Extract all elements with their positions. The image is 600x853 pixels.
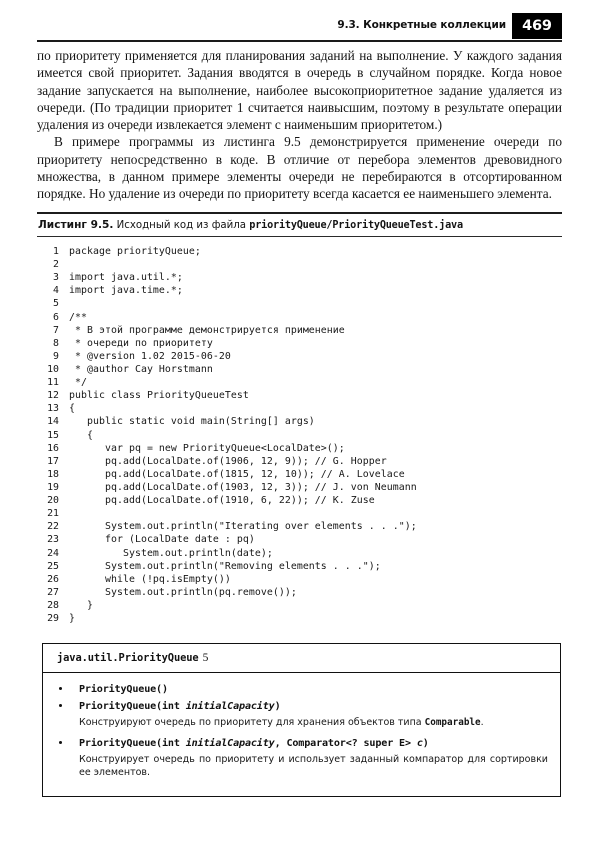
code-line	[37, 573, 562, 586]
code-line	[37, 586, 562, 599]
code-line-number: 1	[53, 246, 59, 257]
api-entry	[57, 699, 548, 730]
code-line-number: 15	[47, 429, 59, 441]
code-line-number: 21	[47, 508, 59, 520]
code-line-number: 13	[47, 403, 59, 415]
code-line-number: 22	[47, 521, 59, 533]
api-signature-part: )	[422, 737, 429, 749]
api-signature-part: , Comparator<? super E>	[274, 737, 417, 749]
code-line-source: package priorityQueue;	[69, 246, 201, 257]
api-signature-part: PriorityQueue(int	[79, 737, 186, 749]
code-line-source: {	[69, 429, 93, 441]
listing-caption-text: Исходный код из файла	[116, 219, 247, 231]
api-signature	[79, 699, 548, 714]
code-line-source: pq.add(LocalDate.of(1910, 6, 22)); // K. Zuse	[69, 495, 375, 507]
code-line-number: 6	[53, 311, 59, 323]
api-signature	[79, 736, 548, 751]
code-line-source: /**	[69, 311, 87, 323]
code-line-number: 26	[47, 573, 59, 585]
code-line	[37, 271, 562, 284]
code-line	[37, 599, 562, 612]
code-line	[37, 350, 562, 363]
code-line	[37, 324, 562, 337]
caption-rule-bottom	[37, 236, 562, 237]
code-line	[37, 507, 562, 520]
code-line-source: public class PriorityQueueTest	[69, 390, 249, 402]
code-line-source: System.out.println("Removing elements . . .");	[69, 560, 381, 572]
running-head	[37, 12, 562, 42]
code-line-number: 25	[47, 560, 59, 572]
code-line-number: 14	[47, 416, 59, 428]
code-line	[37, 468, 562, 481]
code-line-source: import java.time.*;	[69, 285, 183, 297]
api-description-text: Конструируют очередь по приоритету для хранения объектов типа	[79, 717, 425, 728]
listing-caption-label: Листинг 9.5.	[38, 218, 114, 231]
code-line-number: 8	[53, 337, 59, 349]
code-line	[37, 376, 562, 389]
code-line-number: 2	[53, 259, 59, 271]
code-line	[37, 245, 562, 258]
code-line-source: }	[69, 599, 93, 611]
code-line-source: for (LocalDate date : pq)	[69, 534, 255, 546]
api-signature	[79, 682, 548, 697]
code-listing	[37, 245, 562, 625]
api-description-tail: .	[480, 717, 484, 728]
listing-caption-block	[37, 212, 562, 237]
code-line	[37, 402, 562, 415]
code-line-number: 16	[47, 442, 59, 454]
api-signature-part: initialCapacity	[185, 701, 275, 712]
code-line-source: * очереди по приоритету	[69, 337, 213, 349]
api-description-code: Comparable	[424, 717, 481, 728]
code-line	[37, 415, 562, 428]
code-line	[37, 560, 562, 573]
api-class-name: java.util.PriorityQueue	[57, 652, 199, 664]
paragraph-continuation: по приоритету применяется для планирования заданий на выполнение. У каждого задания имеется свой приоритет. Задания вводятся в очередь в случайном порядке. Когда новое задание запускается на выполнение, наиболее высокоприоритетное задание удаляется из очереди. (По традиции приоритет 1 считается наивысшим, поэтому в результате операции удаления из очереди извлекается элемент с наименьшим приоритетом.)	[37, 48, 562, 133]
bullet-icon	[59, 741, 62, 744]
code-line	[37, 297, 562, 310]
paragraph-example-intro: В примере программы из листинга 9.5 демонстрируется применение очереди по приоритету непосредственно в коде. В отличие от перебора элементов древовидного множества, в данном примере элементы очереди не перебираются в отсортированном порядке. Но удаление из очереди по приоритету всегда касается ее наименьшего элемента.	[37, 134, 562, 202]
api-entry-list	[43, 673, 560, 796]
api-box-header	[43, 644, 560, 673]
code-line	[37, 337, 562, 350]
code-line	[37, 547, 562, 560]
code-line	[37, 442, 562, 455]
code-line-number: 17	[47, 455, 59, 467]
api-signature-part: initialCapacity	[185, 737, 275, 749]
code-line-number: 3	[53, 272, 59, 284]
code-line-number: 9	[53, 350, 59, 362]
api-signature-part: c	[416, 737, 423, 749]
code-line-source: var pq = new PriorityQueue<LocalDate>();	[69, 442, 345, 454]
code-line	[37, 389, 562, 402]
code-line-source: */	[69, 377, 87, 389]
api-since-version: 5	[202, 652, 209, 664]
code-line-number: 5	[53, 298, 59, 310]
code-line-number: 19	[47, 481, 59, 493]
code-line	[37, 455, 562, 468]
api-description-text: Конструирует очередь по приоритету и использует заданный компаратор для сортировки ее элементов.	[79, 753, 548, 779]
code-line-number: 18	[47, 468, 59, 480]
api-entry	[57, 682, 548, 697]
code-line-source: * В этой программе демонстрируется применение	[69, 324, 345, 336]
code-line-source: public static void main(String[] args)	[69, 416, 315, 428]
code-line	[37, 533, 562, 546]
code-line-source: }	[69, 613, 75, 625]
code-line	[37, 258, 562, 271]
code-line	[37, 481, 562, 494]
listing-caption	[37, 214, 562, 236]
code-line-number: 29	[47, 613, 59, 625]
api-description	[79, 716, 548, 730]
code-line	[37, 363, 562, 376]
code-line-number: 11	[47, 377, 59, 389]
code-line-source: System.out.println("Iterating over elements . . .");	[69, 521, 417, 533]
code-line-number: 24	[47, 547, 59, 559]
code-line-number: 23	[47, 534, 59, 546]
code-line-number: 7	[53, 324, 59, 336]
code-line-source: while (!pq.isEmpty())	[69, 573, 231, 585]
code-line-number: 20	[47, 495, 59, 507]
page-number-badge: 469	[512, 13, 562, 39]
section-title: 9.3. Конкретные коллекции	[337, 19, 506, 31]
code-line	[37, 494, 562, 507]
header-rule	[37, 40, 562, 42]
code-line-source: pq.add(LocalDate.of(1906, 12, 9)); // G. Hopper	[69, 455, 387, 467]
code-line-source: pq.add(LocalDate.of(1903, 12, 3)); // J. von Neumann	[69, 481, 417, 493]
code-line-number: 10	[47, 363, 59, 375]
api-signature-part: PriorityQueue(int	[79, 701, 186, 712]
code-line-source: {	[69, 403, 75, 415]
code-line-number: 4	[53, 285, 59, 297]
listing-caption-filename: priorityQueue/PriorityQueueTest.java	[249, 219, 463, 231]
code-line-source: System.out.println(date);	[69, 547, 273, 559]
code-line	[37, 311, 562, 324]
api-reference-box	[42, 643, 561, 797]
code-line-number: 27	[47, 586, 59, 598]
code-line	[37, 612, 562, 625]
bullet-icon	[59, 704, 62, 707]
code-line-number: 28	[47, 599, 59, 611]
code-line-number: 12	[47, 390, 59, 402]
api-description	[79, 753, 548, 780]
bullet-icon	[59, 687, 62, 690]
code-line-source: * @author Cay Horstmann	[69, 363, 213, 375]
code-line	[37, 520, 562, 533]
code-line-source: pq.add(LocalDate.of(1815, 12, 10)); // A. Lovelace	[69, 468, 405, 480]
code-line-source: import java.util.*;	[69, 272, 183, 284]
api-signature-part: )	[274, 701, 281, 712]
code-line-source: * @version 1.02 2015-06-20	[69, 350, 231, 362]
code-line	[37, 429, 562, 442]
body-text	[37, 47, 562, 203]
api-entry	[57, 736, 548, 780]
api-signature-part: PriorityQueue()	[79, 684, 168, 695]
code-line-source: System.out.println(pq.remove());	[69, 586, 297, 598]
code-line	[37, 284, 562, 297]
